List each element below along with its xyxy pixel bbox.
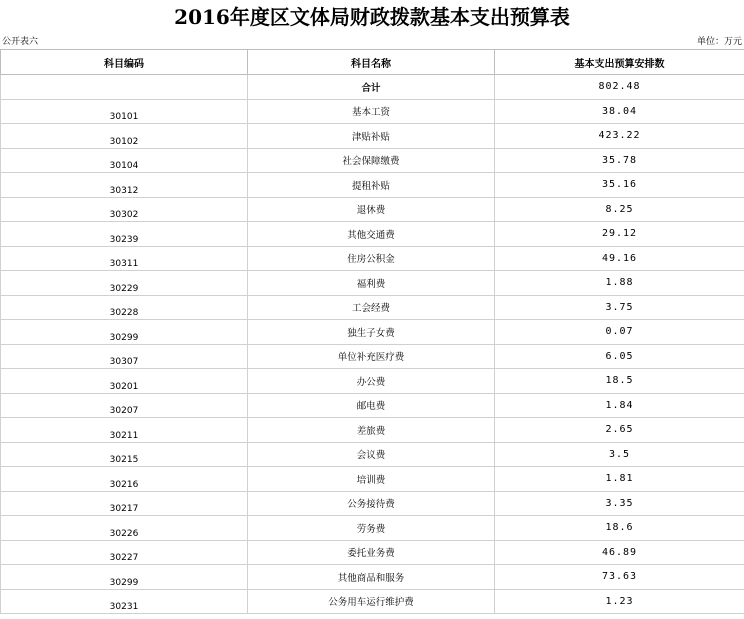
name-cell: 公务接待费 [248, 491, 495, 516]
code-cell: 30307 [1, 344, 248, 369]
code-cell: 30299 [1, 565, 248, 590]
amount-cell: 1.81 [495, 467, 744, 492]
table-row [1, 442, 744, 467]
code-cell: 30226 [1, 516, 248, 541]
name-cell: 提租补贴 [248, 173, 495, 198]
table-row [1, 295, 744, 320]
amount-cell: 1.84 [495, 393, 744, 418]
code-cell: 30215 [1, 442, 248, 467]
table-row [1, 540, 744, 565]
amount-cell: 18.5 [495, 369, 744, 394]
total-row [1, 75, 744, 100]
table-row [1, 271, 744, 296]
meta-bar [0, 35, 744, 49]
code-cell: 30311 [1, 246, 248, 271]
name-cell: 工会经费 [248, 295, 495, 320]
amount-cell: 6.05 [495, 344, 744, 369]
name-cell: 委托业务费 [248, 540, 495, 565]
amount-cell: 46.89 [495, 540, 744, 565]
amount-cell: 423.22 [495, 124, 744, 149]
name-cell: 差旅费 [248, 418, 495, 443]
table-row [1, 222, 744, 247]
amount-cell: 35.16 [495, 173, 744, 198]
code-cell: 30216 [1, 467, 248, 492]
table-row [1, 589, 744, 614]
table-row [1, 491, 744, 516]
code-cell: 30228 [1, 295, 248, 320]
table-row [1, 467, 744, 492]
table-number-label: 公开表六 [2, 37, 39, 47]
amount-cell: 3.5 [495, 442, 744, 467]
name-cell: 会议费 [248, 442, 495, 467]
code-cell: 30102 [1, 124, 248, 149]
name-cell: 合计 [248, 75, 495, 100]
header-code: 科目编码 [1, 50, 248, 75]
table-row [1, 418, 744, 443]
code-cell: 30211 [1, 418, 248, 443]
name-cell: 独生子女费 [248, 320, 495, 345]
table-row [1, 173, 744, 198]
table-row [1, 565, 744, 590]
amount-cell: 18.6 [495, 516, 744, 541]
name-cell: 其他交通费 [248, 222, 495, 247]
code-cell: 30231 [1, 589, 248, 614]
amount-cell: 35.78 [495, 148, 744, 173]
amount-cell: 73.63 [495, 565, 744, 590]
code-cell: 30299 [1, 320, 248, 345]
table-row [1, 393, 744, 418]
table-body [1, 75, 744, 614]
header-amount: 基本支出预算安排数 [495, 50, 744, 75]
amount-cell: 29.12 [495, 222, 744, 247]
amount-cell: 1.88 [495, 271, 744, 296]
amount-cell: 8.25 [495, 197, 744, 222]
amount-cell: 802.48 [495, 75, 744, 100]
table-row [1, 320, 744, 345]
amount-cell: 38.04 [495, 99, 744, 124]
name-cell: 基本工资 [248, 99, 495, 124]
amount-cell: 2.65 [495, 418, 744, 443]
code-cell: 30239 [1, 222, 248, 247]
code-cell: 30207 [1, 393, 248, 418]
table-title: 2016年度区文体局财政拨款基本支出预算表 [174, 5, 570, 29]
header-row [1, 50, 744, 75]
table-row [1, 197, 744, 222]
name-cell: 福利费 [248, 271, 495, 296]
code-cell: 30101 [1, 99, 248, 124]
name-cell: 邮电费 [248, 393, 495, 418]
name-cell: 住房公积金 [248, 246, 495, 271]
budget-table [0, 49, 744, 614]
amount-cell: 49.16 [495, 246, 744, 271]
amount-cell: 1.23 [495, 589, 744, 614]
table-row [1, 246, 744, 271]
amount-cell: 3.35 [495, 491, 744, 516]
name-cell: 退休费 [248, 197, 495, 222]
code-cell: 30312 [1, 173, 248, 198]
code-cell: 30227 [1, 540, 248, 565]
table-row [1, 148, 744, 173]
name-cell: 公务用车运行维护费 [248, 589, 495, 614]
code-cell: 30302 [1, 197, 248, 222]
header-name: 科目名称 [248, 50, 495, 75]
table-row [1, 344, 744, 369]
name-cell: 社会保障缴费 [248, 148, 495, 173]
code-cell: 30217 [1, 491, 248, 516]
name-cell: 培训费 [248, 467, 495, 492]
name-cell: 其他商品和服务 [248, 565, 495, 590]
table-row [1, 369, 744, 394]
name-cell: 劳务费 [248, 516, 495, 541]
amount-cell: 0.07 [495, 320, 744, 345]
code-cell: 30104 [1, 148, 248, 173]
table-row [1, 516, 744, 541]
name-cell: 单位补充医疗费 [248, 344, 495, 369]
code-cell: 30229 [1, 271, 248, 296]
code-cell: 30201 [1, 369, 248, 394]
name-cell: 办公费 [248, 369, 495, 394]
amount-cell: 3.75 [495, 295, 744, 320]
code-cell [1, 75, 248, 100]
table-row [1, 124, 744, 149]
name-cell: 津贴补贴 [248, 124, 495, 149]
unit-label: 单位：万元 [696, 37, 742, 47]
table-row [1, 99, 744, 124]
